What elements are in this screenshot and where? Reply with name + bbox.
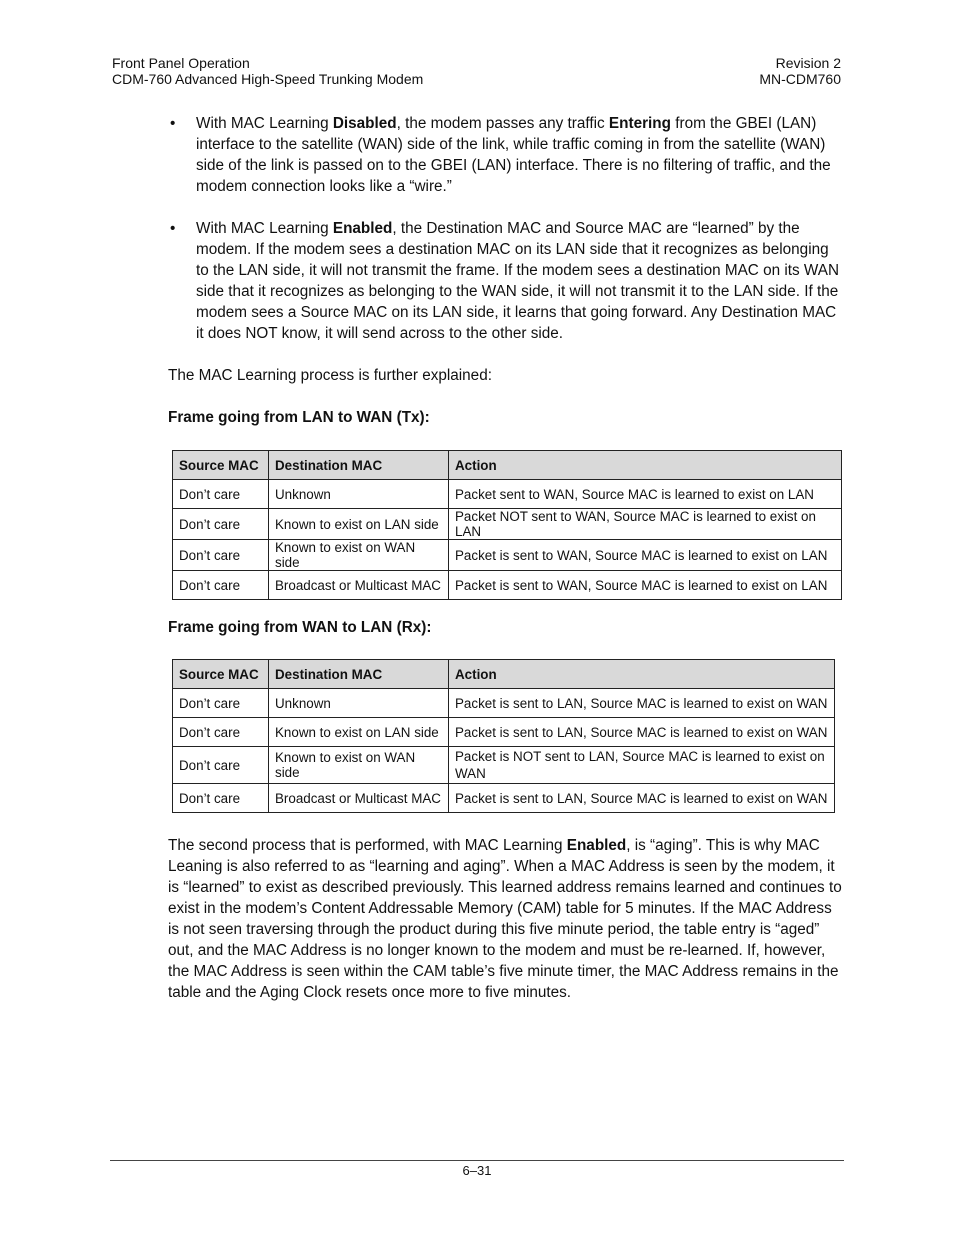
- tx-table: [172, 450, 842, 600]
- rx-table: [172, 659, 835, 813]
- cell-source: Don’t care: [173, 718, 269, 747]
- cell-destination: Broadcast or Multicast MAC: [269, 571, 449, 600]
- bullet-icon: •: [170, 115, 176, 132]
- cell-source: Don’t care: [173, 747, 269, 784]
- table-row: [173, 689, 835, 718]
- header-source-mac: Source MAC: [173, 660, 269, 689]
- table-row: [173, 540, 842, 571]
- table-row: [173, 718, 835, 747]
- table-row: [173, 784, 835, 813]
- aging-paragraph: The second process that is performed, with MAC Learning Enabled, is “aging”. This is why MAC Leaning is also referred to as “learning and aging”. When a MAC Address is seen by the modem, it is “learned” to exist as described previously. This learned address remains learned and continues to exist in the modem’s Content Addressable Memory (CAM) table for 5 minutes. If the MAC Address is not seen traversing through the product during this five minute period, the table entry is “aged” out, and the MAC Address is no longer known to the modem and must be re-learned. If, however, the MAC Address is seen within the CAM table’s five minute timer, the MAC Address remains in the table and the Aging Clock resets once more to five minutes.: [168, 837, 842, 1001]
- cell-source: Don’t care: [173, 480, 269, 509]
- cell-source: Don’t care: [173, 540, 269, 571]
- revision-label: Revision 2: [775, 55, 841, 71]
- document-title: CDM-760 Advanced High-Speed Trunking Modem: [112, 71, 424, 87]
- cell-source: Don’t care: [173, 784, 269, 813]
- table-row: [173, 509, 842, 540]
- cell-destination: Known to exist on LAN side: [269, 718, 449, 747]
- cell-source: Don’t care: [173, 571, 269, 600]
- tx-heading: Frame going from LAN to WAN (Tx):: [168, 409, 430, 426]
- footer-divider: [110, 1160, 844, 1161]
- table-row: [173, 480, 842, 509]
- header-source-mac: Source MAC: [173, 451, 269, 480]
- cell-destination: Known to exist on LAN side: [269, 509, 449, 540]
- bullet-enabled: • With MAC Learning Enabled, the Destination MAC and Source MAC are “learned” by the modem. If the modem sees a destination MAC on its LAN side that it recognizes as belonging to the LAN side, it will not transmit the frame. If the modem sees a destination MAC on its WAN side that it recognizes as belonging to the WAN side, it will not transmit it to the LAN side. If the modem sees a Source MAC on its LAN side, it learns that going forward. Any Destination MAC it does NOT know, it will send across to the other side.: [170, 220, 840, 342]
- cell-destination: Known to exist on WAN side: [269, 747, 449, 784]
- header-action: Action: [449, 660, 835, 689]
- bullet-icon: •: [170, 220, 176, 237]
- manual-number: MN-CDM760: [759, 71, 841, 87]
- table-header-row: [173, 451, 842, 480]
- cell-action: Packet is sent to LAN, Source MAC is learned to exist on WAN: [449, 718, 835, 747]
- cell-destination: Unknown: [269, 480, 449, 509]
- cell-action: Packet is sent to WAN, Source MAC is learned to exist on LAN: [449, 571, 842, 600]
- mac-learning-bullets: [168, 113, 844, 365]
- table-row: [173, 571, 842, 600]
- cell-action: Packet sent to WAN, Source MAC is learned to exist on LAN: [449, 480, 842, 509]
- intro-paragraph: The MAC Learning process is further explained:: [168, 367, 492, 384]
- header-destination-mac: Destination MAC: [269, 660, 449, 689]
- cell-destination: Known to exist on WAN side: [269, 540, 449, 571]
- cell-source: Don’t care: [173, 509, 269, 540]
- table-header-row: [173, 660, 835, 689]
- rx-heading: Frame going from WAN to LAN (Rx):: [168, 619, 432, 636]
- bullet-disabled: • With MAC Learning Disabled, the modem passes any traffic Entering from the GBEI (LAN) interface to the satellite (WAN) side of the link, while traffic coming in from the satellite (WAN) side of the link is passed on to the GBEI (LAN) interface. There is no filtering of traffic, and the modem connection looks like a “wire.”: [170, 115, 831, 195]
- header-destination-mac: Destination MAC: [269, 451, 449, 480]
- cell-destination: Broadcast or Multicast MAC: [269, 784, 449, 813]
- cell-action: Packet is NOT sent to LAN, Source MAC is learned to exist on WAN: [449, 747, 835, 784]
- cell-source: Don’t care: [173, 689, 269, 718]
- cell-destination: Unknown: [269, 689, 449, 718]
- header-action: Action: [449, 451, 842, 480]
- page-number: 6–31: [462, 1163, 492, 1178]
- table-row: [173, 747, 835, 784]
- page-header-left: [112, 55, 423, 87]
- cell-action: Packet NOT sent to WAN, Source MAC is learned to exist on LAN: [449, 509, 842, 540]
- cell-action: Packet is sent to LAN, Source MAC is learned to exist on WAN: [449, 689, 835, 718]
- cell-action: Packet is sent to WAN, Source MAC is learned to exist on LAN: [449, 540, 842, 571]
- section-title: Front Panel Operation: [112, 55, 250, 71]
- cell-action: Packet is sent to LAN, Source MAC is learned to exist on WAN: [449, 784, 835, 813]
- page-header-right: [759, 55, 841, 87]
